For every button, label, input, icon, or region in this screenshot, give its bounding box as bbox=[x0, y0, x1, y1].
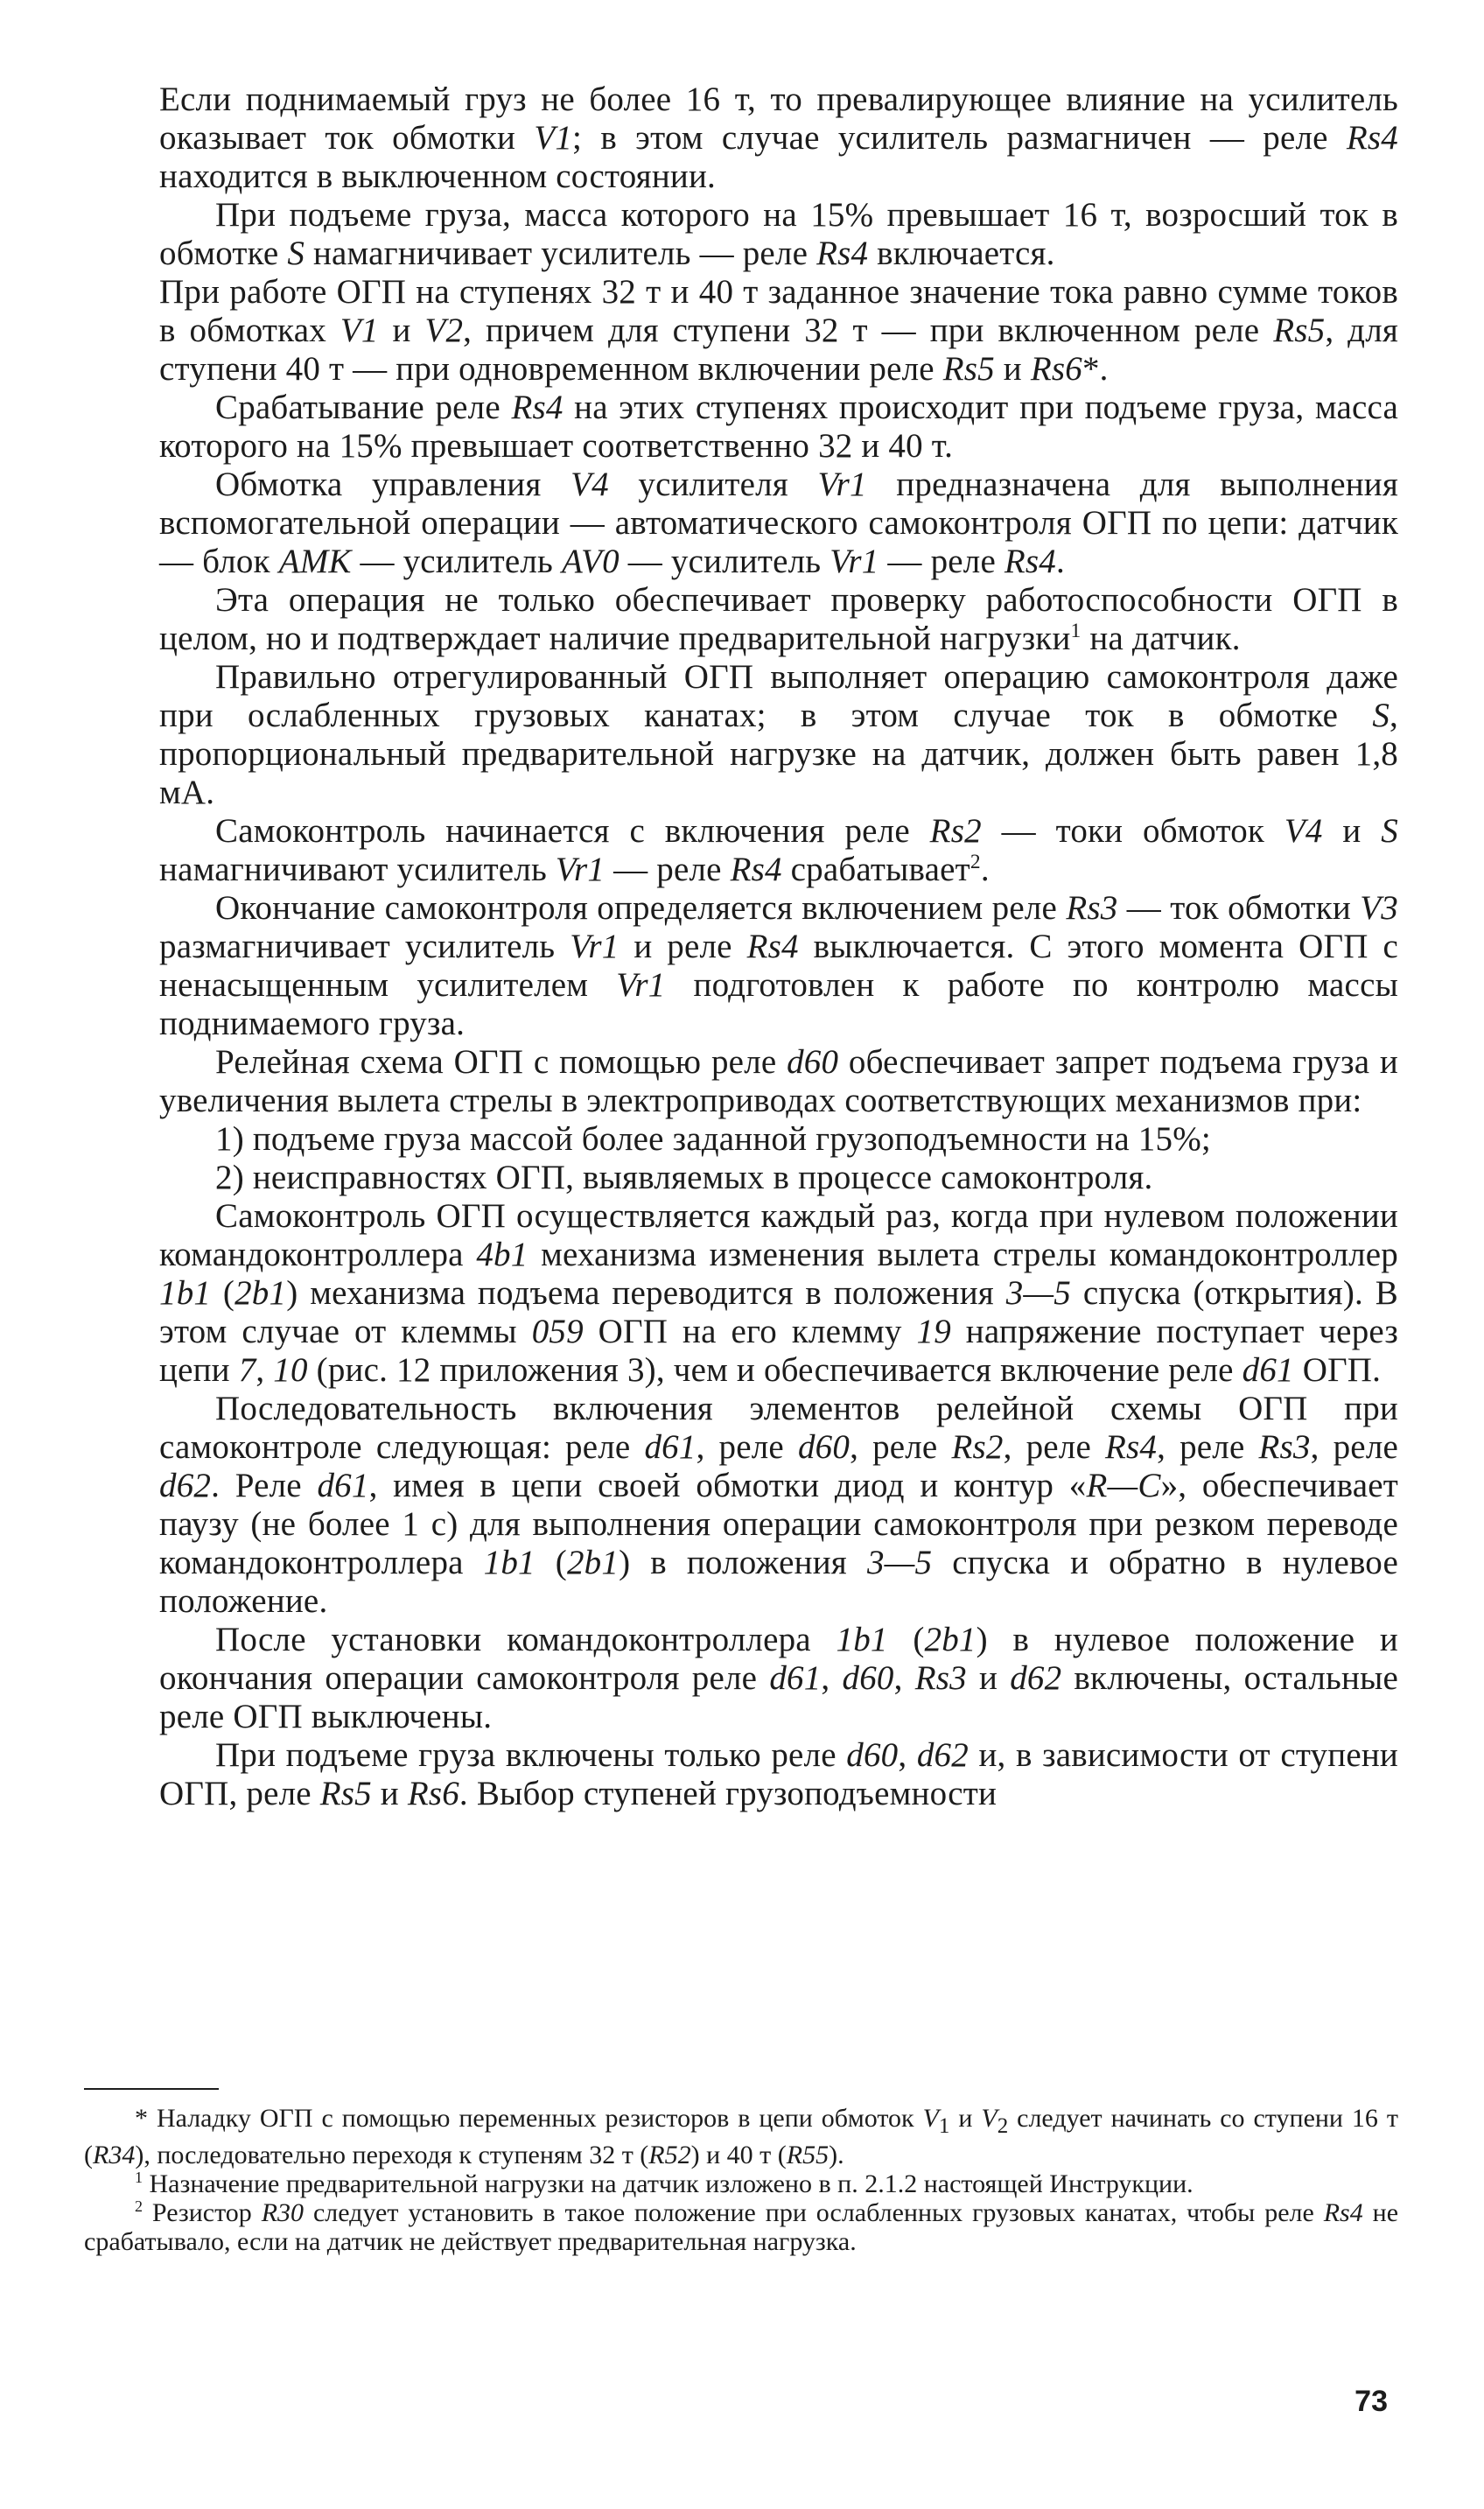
paragraph-segment: и bbox=[994, 350, 1031, 388]
paragraph-segment: , реле bbox=[1003, 1428, 1105, 1466]
paragraph-segment: d62 bbox=[916, 1736, 969, 1774]
body-text bbox=[159, 81, 1398, 1813]
paragraph-segment: d61 bbox=[317, 1467, 369, 1504]
paragraph-segment: , реле bbox=[696, 1428, 798, 1466]
footnote-segment: V bbox=[981, 2104, 998, 2133]
paragraph-segment: ) в положения bbox=[619, 1544, 867, 1581]
paragraph-segment: », обеспечивает паузу (не более 1 с) для выполнения операции самоконтроля при резком переводе командоконтроллера bbox=[159, 1467, 1398, 1581]
paragraph-segment: Rs4 bbox=[816, 235, 869, 272]
paragraph-segment: Rs5 bbox=[319, 1775, 372, 1812]
paragraph-segment: 2b1 bbox=[566, 1544, 620, 1581]
paragraph-segment: на датчик. bbox=[1081, 620, 1241, 657]
paragraph-segment: 4b1 bbox=[476, 1236, 528, 1273]
paragraph-segment: Rs3 bbox=[914, 1659, 967, 1697]
paragraph-segment: *. bbox=[1082, 350, 1109, 388]
paragraph-segment: и bbox=[371, 1775, 408, 1812]
footnote-separator bbox=[84, 2088, 219, 2090]
footnote-segment: * Наладку ОГП с помощью переменных резисторов в цепи обмоток bbox=[135, 2104, 923, 2133]
paragraph-segment: Rs4 bbox=[746, 928, 799, 965]
paragraph-segment: (рис. 12 приложения 3), чем и обеспечивается включение реле bbox=[307, 1351, 1242, 1389]
paragraph-segment: , bbox=[821, 1659, 843, 1697]
paragraph-segment: Vr1 bbox=[830, 543, 879, 580]
paragraph-segment: d60 bbox=[787, 1043, 839, 1081]
paragraph-segment: находится в выключенном состоянии. bbox=[159, 158, 716, 195]
paragraph-segment: ( bbox=[887, 1621, 925, 1658]
paragraph-segment: AV0 bbox=[561, 543, 620, 580]
paragraph-segment: R—C bbox=[1086, 1467, 1161, 1504]
paragraph-segment: d60 bbox=[842, 1659, 894, 1697]
paragraph-segment: При подъеме груза, масса которого на 15% превышает 16 т, возросший ток в обмотке bbox=[159, 196, 1398, 272]
paragraph-segment: Vr1 bbox=[555, 851, 606, 888]
paragraph-8 bbox=[159, 812, 1398, 889]
paragraph-segment: Rs5 bbox=[1273, 312, 1326, 349]
paragraph-segment: , реле bbox=[1157, 1428, 1259, 1466]
footnote-segment: R30 bbox=[261, 2198, 304, 2227]
paragraph-segment: 1) подъеме груза массой более заданной грузоподъемности на 15%; bbox=[215, 1120, 1211, 1158]
page-number: 73 bbox=[1354, 2385, 1388, 2418]
paragraph-segment: ОГП. bbox=[1293, 1351, 1382, 1389]
paragraph-segment: S bbox=[1372, 697, 1390, 734]
paragraph-segment: ОГП на его клемму bbox=[583, 1313, 917, 1350]
paragraph-segment: V3 bbox=[1360, 889, 1398, 927]
footnote-segment: Резистор bbox=[143, 2198, 262, 2227]
paragraph-2 bbox=[159, 196, 1398, 273]
footnote-2 bbox=[84, 2169, 1398, 2198]
footnote-segment: R52 bbox=[648, 2141, 691, 2169]
paragraph-segment: 10 bbox=[273, 1351, 308, 1389]
paragraph-segment: Rs3 bbox=[1066, 889, 1118, 927]
paragraph-segment: 1b1 bbox=[483, 1544, 536, 1581]
paragraph-segment: Rs5 bbox=[942, 350, 995, 388]
paragraph-12 bbox=[159, 1159, 1398, 1197]
paragraph-segment: ) механизма подъема переводится в положения bbox=[286, 1274, 1006, 1312]
paragraph-segment: . Реле bbox=[211, 1467, 318, 1504]
paragraph-segment: Vr1 bbox=[570, 928, 620, 965]
paragraph-segment: , имея в цепи своей обмотки диод и контур « bbox=[368, 1467, 1087, 1504]
footnote-segment: следует установить в такое положение при ослабленных грузовых канатах, чтобы реле bbox=[304, 2198, 1324, 2227]
footnote-3 bbox=[84, 2198, 1398, 2256]
paragraph-segment: срабатывает bbox=[781, 851, 970, 888]
paragraph-segment: — усилитель bbox=[619, 543, 830, 580]
paragraph-segment: Rs6 bbox=[407, 1775, 459, 1812]
paragraph-11 bbox=[159, 1120, 1398, 1159]
paragraph-segment: и bbox=[378, 312, 425, 349]
footnote-segment: V bbox=[922, 2104, 939, 2133]
paragraph-segment: , для ступени 40 т — при одновременном включении реле bbox=[159, 312, 1399, 388]
paragraph-segment: 19 bbox=[916, 1313, 951, 1350]
footnote-segment: следует начинать со ступени 16 т ( bbox=[84, 2104, 1398, 2169]
paragraph-segment: . Выбор ступеней грузоподъемности bbox=[458, 1775, 998, 1812]
paragraph-segment: включается. bbox=[868, 235, 1055, 272]
footnote-segment: не срабатывало, если на датчик не действует предварительная нагрузка. bbox=[84, 2198, 1399, 2256]
paragraph-segment: S bbox=[1381, 812, 1398, 850]
paragraph-segment: , реле bbox=[850, 1428, 952, 1466]
paragraph-segment: Rs6 bbox=[1030, 350, 1082, 388]
paragraph-segment: ; в этом случае усилитель размагничен — реле bbox=[572, 119, 1347, 157]
paragraph-segment: d60 bbox=[797, 1428, 850, 1466]
footnote-1 bbox=[84, 2104, 1398, 2169]
paragraph-segment: и bbox=[1322, 812, 1382, 850]
paragraph-segment: Rs4 bbox=[511, 389, 564, 426]
paragraph-segment: , bbox=[893, 1659, 915, 1697]
footnote-segment: 1 bbox=[938, 2114, 950, 2138]
paragraph-segment: 2 bbox=[970, 851, 981, 873]
paragraph-5 bbox=[159, 466, 1398, 581]
paragraph-segment: 1 bbox=[1070, 620, 1082, 642]
paragraph-segment: выключается. С этого момента ОГП с ненасыщенным усилителем bbox=[159, 928, 1398, 1004]
paragraph-segment: 2b1 bbox=[234, 1274, 287, 1312]
paragraph-segment: ( bbox=[211, 1274, 235, 1312]
paragraph-segment: — токи обмоток bbox=[981, 812, 1284, 850]
paragraph-segment: намагничивает усилитель — реле bbox=[304, 235, 817, 272]
footnote-segment: 1 bbox=[135, 2169, 143, 2186]
paragraph-segment: Срабатывание реле bbox=[215, 389, 512, 426]
paragraph-segment: Vr1 bbox=[616, 966, 666, 1004]
paragraph-segment: 2) неисправностях ОГП, выявляемых в процессе самоконтроля. bbox=[215, 1159, 1153, 1196]
paragraph-segment: — усилитель bbox=[351, 543, 562, 580]
paragraph-segment: , реле bbox=[1310, 1428, 1398, 1466]
paragraph-segment: d61 bbox=[1242, 1351, 1294, 1389]
footnote-segment: ). bbox=[829, 2141, 844, 2169]
paragraph-segment: V4 bbox=[1284, 812, 1323, 850]
footnote-segment: и bbox=[949, 2104, 982, 2133]
paragraph-segment: d62 bbox=[1010, 1659, 1062, 1697]
paragraph-segment: усилителя bbox=[608, 466, 818, 503]
paragraph-segment: Rs4 bbox=[1105, 1428, 1158, 1466]
paragraph-segment: АМК bbox=[278, 543, 352, 580]
paragraph-segment: S bbox=[287, 235, 305, 272]
footnote-segment: Rs4 bbox=[1323, 2198, 1363, 2227]
paragraph-segment: — реле bbox=[878, 543, 1004, 580]
paragraph-6 bbox=[159, 581, 1398, 658]
paragraph-segment: Самоконтроль ОГП осуществляется каждый раз, когда при нулевом положении командоконтроллера bbox=[159, 1197, 1398, 1273]
paragraph-segment: механизма изменения вылета стрелы командоконтроллер bbox=[528, 1236, 1398, 1273]
paragraph-segment: . bbox=[980, 851, 990, 888]
paragraph-segment: Rs4 bbox=[1004, 543, 1057, 580]
paragraph-segment: Rs3 bbox=[1258, 1428, 1311, 1466]
footnote-segment: 2 bbox=[135, 2197, 143, 2215]
footnote-segment: Назначение предварительной нагрузки на датчик изложено в п. 2.1.2 настоящей Инструкции. bbox=[143, 2169, 1194, 2198]
paragraph-segment: V2 bbox=[424, 312, 464, 349]
paragraph-segment: d61 bbox=[644, 1428, 696, 1466]
paragraph-segment: V4 bbox=[570, 466, 609, 503]
paragraph-segment: намагничивают усилитель bbox=[159, 851, 556, 888]
paragraph-segment: обеспечивает запрет подъема груза и увеличения вылета стрелы в электроприводах соответствующих механизмов при: bbox=[159, 1043, 1398, 1119]
paragraph-segment: Обмотка управления bbox=[215, 466, 571, 503]
paragraph-segment: d62 bbox=[159, 1467, 212, 1504]
paragraph-segment: Rs4 bbox=[1346, 119, 1398, 157]
paragraph-segment: При подъеме груза включены только реле bbox=[215, 1736, 847, 1774]
paragraph-segment: спуска (открытия). В этом случае от клеммы bbox=[159, 1274, 1398, 1350]
footnote-segment: 2 bbox=[997, 2114, 1009, 2138]
paragraph-10 bbox=[159, 1043, 1398, 1120]
paragraph-segment: на этих ступенях происходит при подъеме груза, масса которого на 15% превышает соответственно 32 и 40 т. bbox=[159, 389, 1398, 465]
paragraph-segment: 3—5 bbox=[866, 1544, 933, 1581]
paragraph-segment: , bbox=[256, 1351, 274, 1389]
footnote-segment: R55 bbox=[786, 2141, 830, 2169]
footnotes bbox=[84, 2104, 1398, 2256]
paragraph-segment: и, в зависимости от ступени ОГП, реле bbox=[159, 1736, 1398, 1812]
paragraph-9 bbox=[159, 889, 1398, 1043]
footnote-segment: R34 bbox=[93, 2141, 136, 2169]
paragraph-segment: 1b1 bbox=[159, 1274, 212, 1312]
paragraph-segment: Релейная схема ОГП с помощью реле bbox=[215, 1043, 788, 1081]
footnote-segment: ), последовательно переходя к ступеням 32 т ( bbox=[135, 2141, 649, 2169]
paragraph-segment: 059 bbox=[531, 1313, 584, 1350]
paragraph-segment: напряжение поступает через цепи bbox=[159, 1313, 1398, 1389]
paragraph-segment: размагничивает усилитель bbox=[159, 928, 570, 965]
paragraph-segment: Rs4 bbox=[730, 851, 782, 888]
paragraph-segment: 7 bbox=[238, 1351, 256, 1389]
paragraph-segment: 1b1 bbox=[836, 1621, 888, 1658]
paragraph-segment: ) в нулевое положение и окончания операции самоконтроля реле bbox=[159, 1621, 1398, 1697]
paragraph-segment: спуска и обратно в нулевое положение. bbox=[159, 1544, 1398, 1620]
paragraph-segment: Rs2 bbox=[929, 812, 982, 850]
paragraph-segment: предназначена для выполнения вспомогательной операции — автоматического самоконтроля ОГП по цепи: датчик — блок bbox=[159, 466, 1398, 580]
paragraph-13 bbox=[159, 1197, 1398, 1390]
paragraph-segment: ( bbox=[535, 1544, 567, 1581]
paragraph-4 bbox=[159, 389, 1398, 466]
paragraph-segment: включены, остальные реле ОГП выключены. bbox=[159, 1659, 1398, 1735]
paragraph-segment: подготовлен к работе по контролю массы поднимаемого груза. bbox=[159, 966, 1398, 1042]
paragraph-segment: V1 bbox=[534, 119, 573, 157]
paragraph-segment: Если поднимаемый груз не более 16 т, то превалирующее влияние на усилитель оказывает ток обмотки bbox=[159, 81, 1398, 157]
paragraph-segment: и bbox=[966, 1659, 1011, 1697]
paragraph-segment: 3—5 bbox=[1005, 1274, 1072, 1312]
paragraph-segment: Vr1 bbox=[817, 466, 867, 503]
paragraph-segment: , bbox=[898, 1736, 917, 1774]
paragraph-segment: , пропорциональный предварительной нагрузке на датчик, должен быть равен 1,8 мА. bbox=[159, 697, 1398, 811]
paragraph-segment: d61 bbox=[769, 1659, 822, 1697]
paragraph-segment: , причем для ступени 32 т — при включенном реле bbox=[463, 312, 1274, 349]
paragraph-segment: Эта операция не только обеспечивает проверку работоспособности ОГП в целом, но и подтверждает наличие предварительной нагрузки bbox=[159, 581, 1398, 657]
paragraph-7 bbox=[159, 658, 1398, 812]
paragraph-15 bbox=[159, 1621, 1398, 1736]
paragraph-3 bbox=[159, 273, 1398, 389]
paragraph-segment: — реле bbox=[605, 851, 731, 888]
paragraph-segment: Rs2 bbox=[951, 1428, 1004, 1466]
paragraph-segment: При работе ОГП на ступенях 32 т и 40 т заданное значение тока равно сумме токов в обмотках bbox=[159, 273, 1398, 349]
paragraph-segment: Самоконтроль начинается с включения реле bbox=[215, 812, 930, 850]
paragraph-1 bbox=[159, 81, 1398, 196]
paragraph-segment: V1 bbox=[340, 312, 379, 349]
paragraph-segment: — ток обмотки bbox=[1117, 889, 1361, 927]
paragraph-segment: Правильно отрегулированный ОГП выполняет операцию самоконтроля даже при ослабленных грузовых канатах; в этом случае ток в обмотке bbox=[159, 658, 1398, 734]
paragraph-16 bbox=[159, 1736, 1398, 1813]
paragraph-segment: Окончание самоконтроля определяется включением реле bbox=[215, 889, 1067, 927]
paragraph-segment: После установки командоконтроллера bbox=[215, 1621, 836, 1658]
footnote-segment: ) и 40 т ( bbox=[690, 2141, 787, 2169]
paragraph-segment: 2b1 bbox=[924, 1621, 976, 1658]
paragraph-segment: d60 bbox=[846, 1736, 899, 1774]
paragraph-14 bbox=[159, 1390, 1398, 1621]
paragraph-segment: . bbox=[1056, 543, 1065, 580]
paragraph-segment: и реле bbox=[619, 928, 747, 965]
paragraph-segment: Последовательность включения элементов релейной схемы ОГП при самоконтроле следующая: реле bbox=[159, 1390, 1398, 1466]
